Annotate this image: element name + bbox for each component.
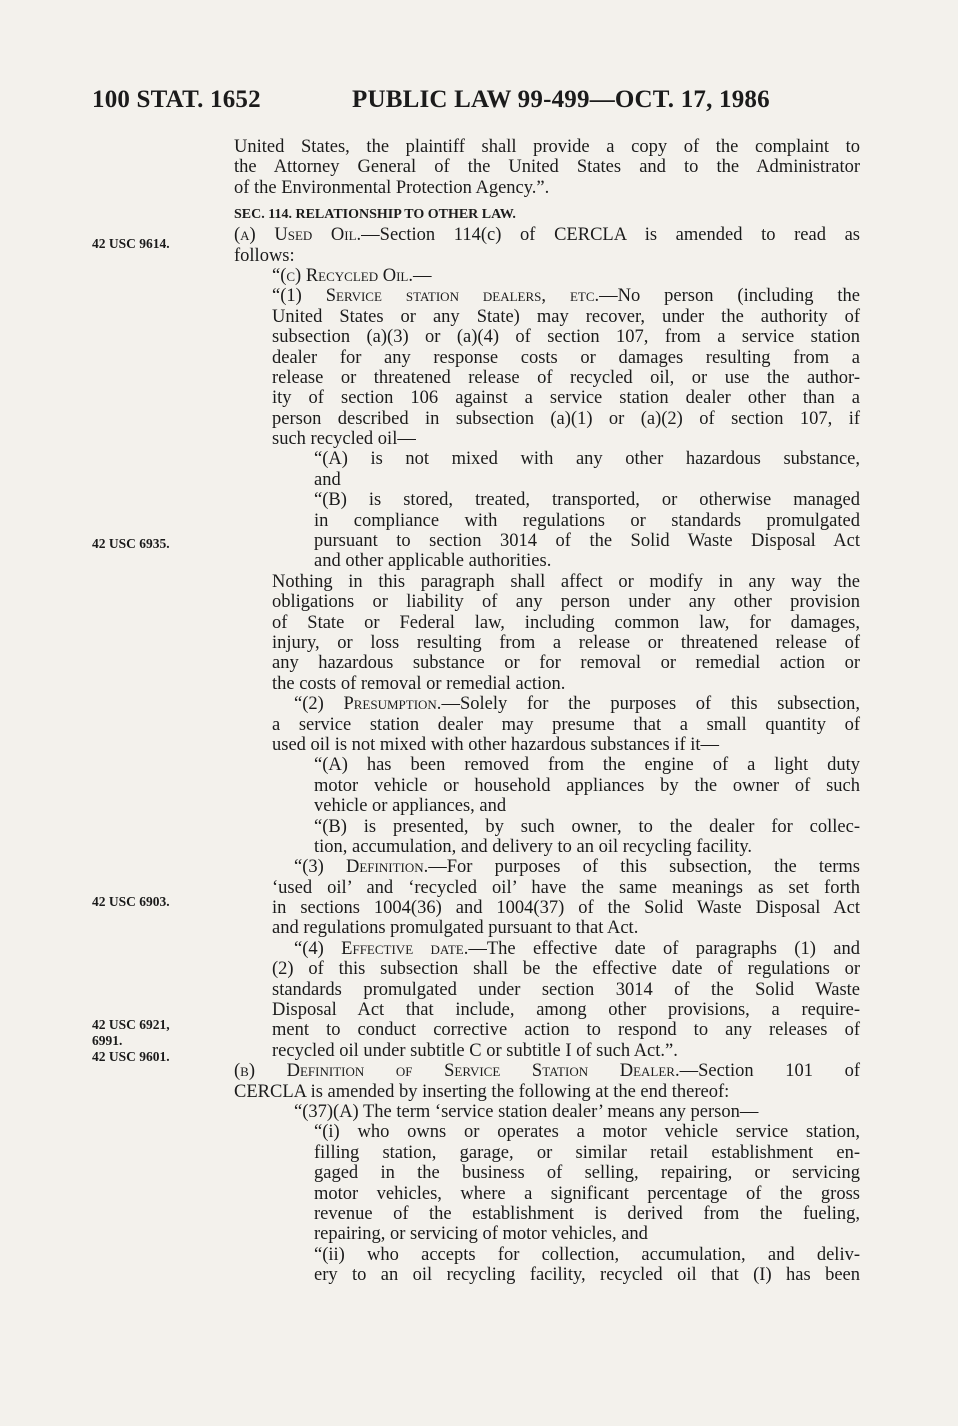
- margin-note-usc-9614: 42 USC 9614.: [92, 236, 170, 251]
- paragraph-1-line: “(1) Service station dealers, etc.—No person (including the: [272, 286, 860, 307]
- paragraph-4-line: standards promulgated under section 3014 of the Solid Waste: [272, 979, 860, 1000]
- paragraph-2-line: “(2) Presumption.—Solely for the purposes of this subsection,: [294, 694, 861, 715]
- clause-2b-line: “(B) is presented, by such owner, to the dealer for collec-: [314, 816, 860, 837]
- clause-2a-line: motor vehicle or household appliances by the owner of such: [314, 775, 860, 796]
- law-title: PUBLIC LAW 99-499—OCT. 17, 1986: [352, 86, 770, 113]
- paragraph-2-line: a service station dealer may presume that a small quantity of: [272, 714, 860, 735]
- paragraph-2-line: used oil is not mixed with other hazardous substances if it—: [272, 734, 720, 755]
- definition-ii-line: ery to an oil recycling facility, recycled oil that (I) has been: [314, 1265, 860, 1286]
- paragraph-1-label: “(1) Service station dealers, etc.: [272, 286, 600, 307]
- paragraph-1-line: United States or any State) may recover, under the authority of: [272, 306, 860, 327]
- definition-i-line: “(i) who owns or operates a motor vehicle service station,: [314, 1122, 860, 1143]
- margin-note-usc-6935: 42 USC 6935.: [92, 536, 170, 551]
- paragraph-1-closing-line: of State or Federal law, including common law, for damages,: [272, 612, 860, 633]
- paragraph-1-line: subsection (a)(3) or (a)(4) of section 107, from a service station: [272, 327, 860, 348]
- paragraph-4-line: Disposal Act that include, among other provisions, a require-: [272, 1000, 860, 1021]
- definition-ii-line: “(ii) who accepts for collection, accumulation, and deliv-: [314, 1244, 860, 1265]
- definition-37-line: “(37)(A) The term ‘service station dealer’ means any person—: [294, 1101, 759, 1122]
- subsection-a-line: follows:: [234, 245, 295, 266]
- paragraph-4-line: recycled oil under subtitle C or subtitle I of such Act.”.: [272, 1040, 678, 1061]
- paragraph-3-label: “(3) Definition.: [294, 857, 429, 878]
- subsection-b-label: (b) Definition of Service Station Dealer.: [234, 1061, 680, 1082]
- margin-note-usc-6991: 6991.: [92, 1033, 123, 1048]
- paragraph-3-line: ‘used oil’ and ‘recycled oil’ have the same meanings as set forth: [272, 877, 860, 898]
- clause-1b-line: in compliance with regulations or standards promulgated: [314, 510, 860, 531]
- paragraph-3-line: “(3) Definition.—For purposes of this subsection, the terms: [294, 857, 860, 878]
- paragraph-1-line: person described in subsection (a)(1) or (a)(2) of section 107, if: [272, 408, 860, 429]
- paragraph-4-line: (2) of this subsection shall be the effective date of regulations or: [272, 959, 860, 980]
- definition-i-line: gaged in the business of selling, repairing, or servicing: [314, 1163, 860, 1184]
- paragraph-1-closing-line: obligations or liability of any person under any other provision: [272, 592, 860, 613]
- paragraph-1-line: such recycled oil—: [272, 429, 416, 450]
- clause-2b-line: tion, accumulation, and delivery to an oil recycling facility.: [314, 836, 753, 857]
- subsection-a-label: (a) Used Oil.: [234, 225, 362, 246]
- paragraph-4-label: “(4) Effective date.: [294, 938, 469, 959]
- intro-line: the Attorney General of the United States and to the Administrator: [234, 157, 860, 178]
- clause-1a-line: and: [314, 469, 341, 490]
- margin-note-usc-6921: 42 USC 6921,: [92, 1017, 170, 1032]
- paragraph-1-line: dealer for any response costs or damages resulting from a: [272, 347, 860, 368]
- intro-line: of the Environmental Protection Agency.”.: [234, 177, 550, 198]
- intro-line: United States, the plaintiff shall provide a copy of the complaint to: [234, 137, 860, 157]
- paragraph-2-label: “(2) Presumption.: [294, 694, 442, 715]
- subsection-a-line: (a) Used Oil.—Section 114(c) of CERCLA is amended to read as: [234, 225, 860, 246]
- definition-i-line: repairing, or servicing of motor vehicles, and: [314, 1224, 648, 1245]
- definition-i-line: filling station, garage, or similar retail establishment en-: [314, 1142, 860, 1163]
- paragraph-1-closing-line: any hazardous substance or for removal or remedial action or: [272, 653, 860, 674]
- definition-i-line: revenue of the establishment is derived from the fueling,: [314, 1203, 860, 1224]
- subsection-b-line: CERCLA is amended by inserting the following at the end thereof:: [234, 1081, 730, 1102]
- paragraph-4-line: ment to conduct corrective action to respond to any releases of: [272, 1020, 860, 1041]
- clause-2a-line: vehicle or appliances, and: [314, 796, 507, 817]
- paragraph-4-line: “(4) Effective date.—The effective date of paragraphs (1) and: [294, 938, 860, 959]
- margin-note-usc-9601: 42 USC 9601.: [92, 1049, 170, 1064]
- paragraph-1-closing-line: Nothing in this paragraph shall affect or modify in any way the: [272, 571, 860, 592]
- clause-1b-line: “(B) is stored, treated, transported, or otherwise managed: [314, 490, 860, 511]
- paragraph-1-closing-line: the costs of removal or remedial action.: [272, 673, 566, 694]
- paragraph-1-line: ity of section 106 against a service station dealer other than a: [272, 388, 860, 409]
- paragraph-3-line: and regulations promulgated pursuant to that Act.: [272, 918, 639, 939]
- clause-1b-line: pursuant to section 3014 of the Solid Waste Disposal Act: [314, 531, 860, 552]
- statute-text: [234, 137, 860, 1285]
- clause-1b-line: and other applicable authorities.: [314, 551, 552, 572]
- paragraph-1-closing-line: injury, or loss resulting from a release or threatened release of: [272, 632, 860, 653]
- paragraph-1-line: release or threatened release of recycled oil, or use the author-: [272, 367, 860, 388]
- margin-note-usc-6903: 42 USC 6903.: [92, 894, 170, 909]
- page-reference: 100 STAT. 1652: [92, 86, 261, 113]
- definition-i-line: motor vehicles, where a significant percentage of the gross: [314, 1183, 860, 1204]
- paragraph-3-line: in sections 1004(36) and 1004(37) of the Solid Waste Disposal Act: [272, 898, 860, 919]
- clause-1a-line: “(A) is not mixed with any other hazardous substance,: [314, 449, 860, 470]
- subsection-c-heading: “(c) Recycled Oil.—: [272, 265, 432, 286]
- clause-2a-line: “(A) has been removed from the engine of a light duty: [314, 755, 860, 776]
- section-heading: SEC. 114. RELATIONSHIP TO OTHER LAW.: [234, 207, 516, 223]
- subsection-b-line: (b) Definition of Service Station Dealer.—Section 101 of: [234, 1061, 860, 1082]
